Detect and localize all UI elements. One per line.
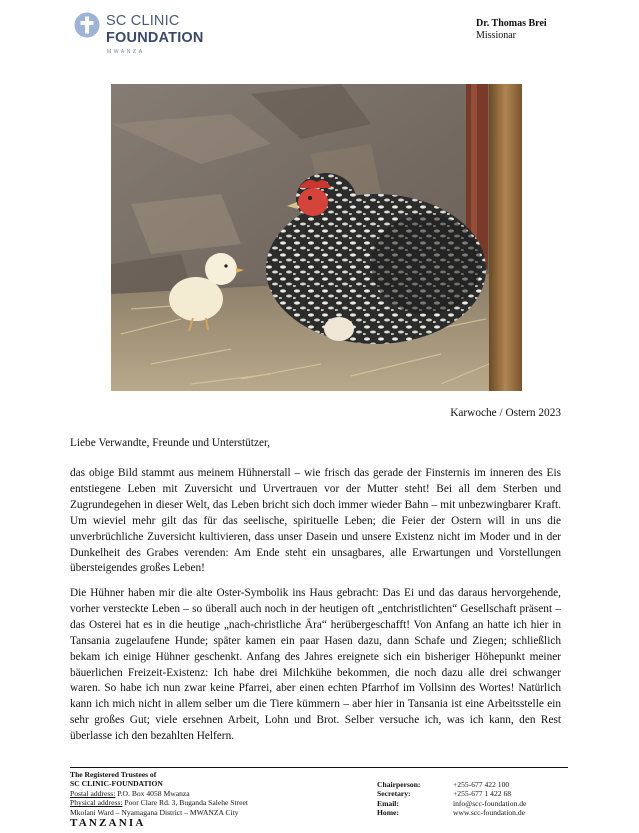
postal-value: P.O. Box 4058 Mwanza (115, 788, 190, 798)
contact-label: Home: (377, 808, 399, 818)
logo-line-1: SC CLINIC (106, 13, 180, 29)
contact-row (377, 799, 526, 808)
contact-row (377, 780, 526, 789)
physical-label: Physical address: (70, 798, 123, 808)
letter-date: Karwoche / Ostern 2023 (450, 407, 561, 419)
cross-circle-icon (74, 12, 100, 38)
email-link[interactable]: info@scc-foundation.de (453, 798, 527, 808)
footer-divider (70, 767, 568, 768)
letter-greeting: Liebe Verwandte, Freunde und Unterstützer, (70, 437, 271, 449)
author-role: Missionar (476, 30, 516, 41)
hen-with-chick-photo (111, 84, 522, 391)
logo-line-2: FOUNDATION (106, 30, 204, 46)
physical-address (70, 798, 248, 807)
physical-value: Poor Clare Rd. 3, Buganda Salehe Street (122, 798, 248, 808)
org-line-1: The Registered Trustees of (70, 770, 157, 779)
contact-label: Secretary: (377, 789, 411, 799)
footer-address (70, 770, 248, 829)
country: TANZANIA (70, 817, 146, 830)
letter-paragraph-2: Die Hühner haben mir die alte Oster-Symbolik ins Haus gebracht: Das Ei und das daraus hervorgehende, vorher versteckte Leben – so überall auch noch in der heutigen oft „entchristlichten“ Gesellschaft präsent – das Osterei hat es in die heutige „nach-christliche Ära“ herübergeschafft! Von Anfang an hatte ich hier in Tansania zugelaufene Hunde; später kamen ein paar Hasen dazu, dann Schafe und Ziegen; schließlich bekam ich einige Hühner geschenkt. Anfang des Jahres ereignete sich ein bisheriger Höhepunkt meiner bäuerlichen Freizeit-Existenz: Ich habe drei Milchkühe bekommen, die noch dazu alle drei schwanger waren. So habe ich nun zwar keine Pfarrei, aber einen echten Pfarrhof im Vollsinn des Wortes! Natürlich kann ich mich nicht in allem selber um die Tiere kümmern – aber hier in Tansania ist eine Arbeitsstelle ein sehr großes Gut; viele ersehnen Arbeit, Lohn und Brot. Selber versuche ich, was ich kann, den Rest überlasse ich den bezahlten Helfern. (70, 587, 561, 743)
contact-label: Email: (377, 798, 399, 808)
contact-row (377, 789, 526, 798)
author-block (476, 18, 547, 42)
website-link[interactable]: www.scc-foundation.de (453, 808, 526, 818)
contact-value: +255-677 1 422 68 (453, 789, 512, 799)
author-name: Dr. Thomas Brei (476, 18, 547, 29)
contact-value: +255-677 422 100 (453, 780, 510, 789)
logo-line-3: MWANZA (107, 49, 145, 55)
district-line: Mkolani Ward – Nyamagana District – MWANZA City (70, 807, 239, 817)
postal-address (70, 789, 248, 798)
contact-label: Chairperson: (377, 780, 421, 789)
letter-paragraph-1: das obige Bild stammt aus meinem Hühnerstall – wie frisch das gerade der Finsternis im inneren des Eis entstiegene Leben mit Zuversicht und Urvertrauen vor der Mutter steht! Bei all dem Sterben und Zugrundegehen in dieser Welt, das Leben bricht sich doch immer wieder Bahn – mit unbezwingbarer Kraft. Um wieviel mehr gilt das für das seelische, spirituelle Leben; die Feier der Ostern will in uns die unverbrüchliche Zuversicht kultivieren, dass unser Dasein und unsere Existenz nicht im Moder und in der Dunkelheit des Grabes verenden: Am Ende steht ein unsagbares, alle Erwartungen und Vorstellungen übersteigendes großes Leben! (70, 467, 561, 575)
contact-row (377, 808, 526, 817)
postal-label: Postal address: (70, 788, 116, 798)
footer-contacts (377, 780, 526, 818)
foundation-logo (74, 12, 214, 58)
org-line-2: SC CLINIC-FOUNDATION (70, 779, 163, 789)
